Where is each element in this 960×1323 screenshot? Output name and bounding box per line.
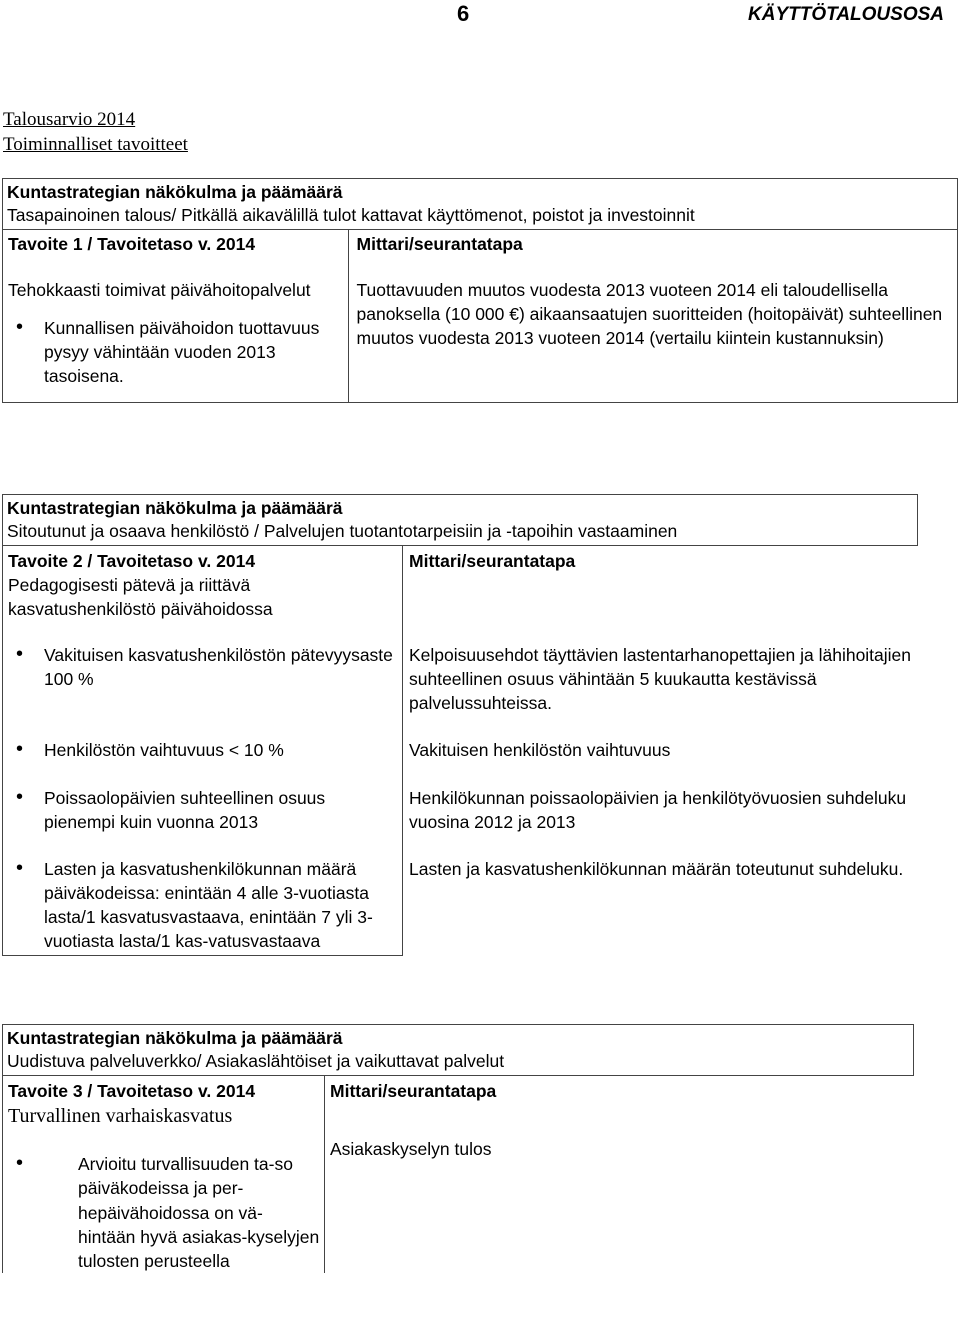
goal-table <box>2 1075 914 1273</box>
meter-column <box>403 545 919 956</box>
strategy-heading: Kuntastrategian näkökulma ja päämäärä <box>7 182 343 202</box>
goal-block-3 <box>2 1024 914 1273</box>
meter-text: Tuottavuuden muutos vuodesta 2013 vuoteen 2014 eli taloudellisella panoksella (10 000 €) aikaansaatujen suoritteiden (hoitopäivät) suhteellinen muutos vuodesta 2013 vuoteen 2014 (vertailu kiintein kustannuksin) <box>356 279 943 348</box>
goal-bullet-list <box>8 1152 320 1273</box>
goal-text: Tehokkaasti toimivat päivähoitopalvelut <box>8 279 311 300</box>
list-item: • Henkilöstön vaihtuvuus < 10 % <box>8 738 398 786</box>
goal-heading: Tavoite 1 / Tavoitetaso v. 2014 <box>8 233 256 254</box>
meter-column <box>348 230 957 403</box>
meter-column <box>325 1075 915 1273</box>
goal-column <box>3 545 403 956</box>
meter-text: Lasten ja kasvatushenkilökunnan määrän toteutunut suhdeluku. <box>409 858 904 879</box>
goal-heading: Tavoite 2 / Tavoitetaso v. 2014 <box>8 550 256 571</box>
goal-column <box>3 1075 325 1273</box>
doc-subtitle: Toiminnalliset tavoitteet <box>3 133 188 155</box>
goal-bullet-list <box>8 643 398 956</box>
list-item: • Vakituisen kasvatushenkilöstön pätevyysaste 100 % <box>8 643 398 738</box>
meter-heading: Mittari/seurantatapa <box>356 233 523 254</box>
goal-text: Turvallinen varhaiskasvatus <box>8 1104 233 1127</box>
meter-heading: Mittari/seurantatapa <box>330 1080 497 1101</box>
strategy-heading: Kuntastrategian näkökulma ja päämäärä <box>7 1028 343 1048</box>
strategy-text: Sitoutunut ja osaava henkilöstö / Palvelujen tuotantotarpeisiin ja -tapoihin vastaaminen <box>7 520 678 541</box>
strategy-section <box>3 179 957 230</box>
goal-table <box>3 230 957 403</box>
section-title: KÄYTTÖTALOUSOSA <box>748 4 944 25</box>
meter-text: Henkilökunnan poissaolopäivien ja henkilötyövuosien suhdeluku vuosina 2012 ja 2013 <box>409 787 907 832</box>
meter-text: Asiakaskyselyn tulos <box>330 1138 492 1159</box>
strategy-section <box>2 1024 914 1075</box>
goal-text: Pedagogisesti pätevä ja riittävä kasvatushenkilöstö päivähoidossa <box>8 574 273 619</box>
goal-column <box>3 230 348 403</box>
strategy-heading: Kuntastrategian näkökulma ja päämäärä <box>7 498 343 518</box>
meter-heading: Mittari/seurantatapa <box>409 550 576 571</box>
strategy-section <box>2 494 918 545</box>
list-item: • Poissaolopäivien suhteellinen osuus pienempi kuin vuonna 2013 <box>8 786 398 857</box>
document-titles <box>3 108 188 157</box>
page-header <box>0 0 960 30</box>
list-item: • Lasten ja kasvatushenkilökunnan määrä päiväkodeissa: enintään 4 alle 3-vuotiasta lasta/1 kasvatusvastaava, enintään 7 yli 3-vuotiasta lasta/1 kas-vatusvastaava <box>8 857 398 956</box>
goal-table <box>2 545 918 957</box>
list-item: • Arvioitu turvallisuuden ta-so päiväkodeissa ja per-hepäivähoidossa on vä-hintään hyvä asiakas-kyselyjen tulosten perusteella <box>8 1152 320 1273</box>
strategy-text: Tasapainoinen talous/ Pitkällä aikavälillä tulot kattavat käyttömenot, poistot ja investoinnit <box>7 204 695 225</box>
goal-bullet-list <box>8 316 344 388</box>
goal-heading: Tavoite 3 / Tavoitetaso v. 2014 <box>8 1080 256 1101</box>
goal-block-2 <box>2 494 918 956</box>
page-number: 6 <box>457 1 470 26</box>
list-item: • Kunnallisen päivähoidon tuottavuus pysyy vähintään vuoden 2013 tasoisena. <box>8 316 344 388</box>
strategy-text: Uudistuva palveluverkko/ Asiakaslähtöiset ja vaikuttavat palvelut <box>7 1050 505 1071</box>
doc-title: Talousarvio 2014 <box>3 109 136 130</box>
meter-text: Vakituisen henkilöstön vaihtuvuus <box>409 739 671 760</box>
meter-text: Kelpoisuusehdot täyttävien lastentarhanopettajien ja lähihoitajien suhteellinen osuus vähintään 5 kuukautta kestävissä palvelussuhteissa. <box>409 644 912 713</box>
goal-block-1 <box>2 178 958 403</box>
